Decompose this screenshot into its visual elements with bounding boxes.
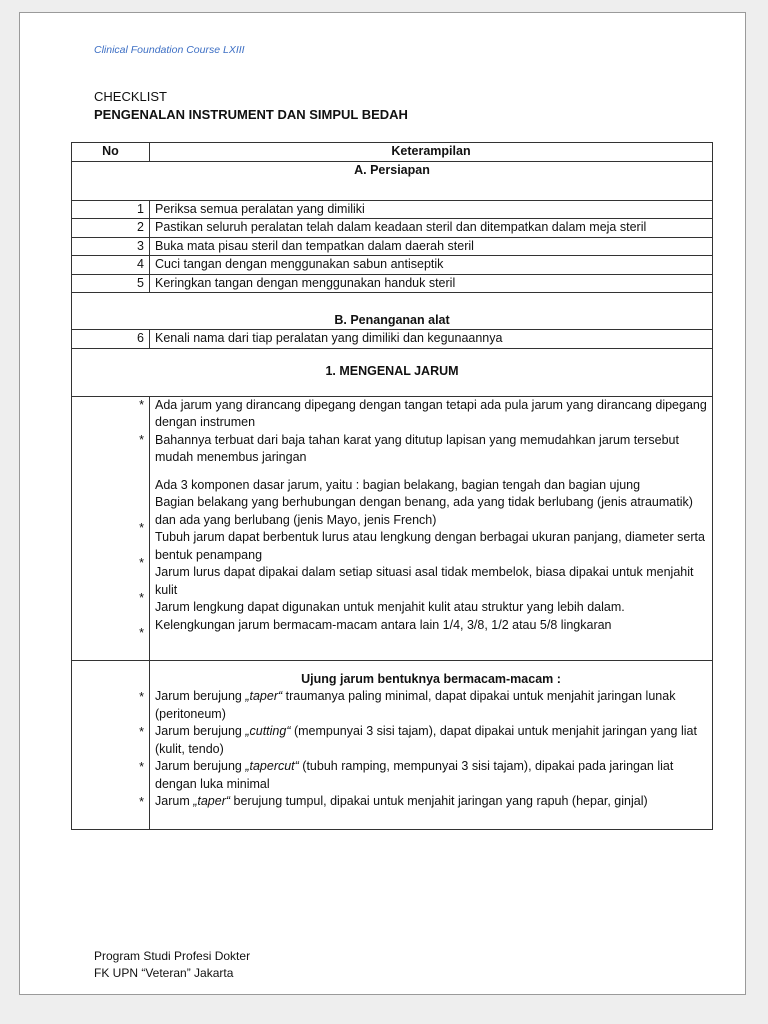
section-a-label: A. Persiapan [354, 162, 430, 177]
tip-term: „taper“ [245, 689, 283, 703]
table-row [72, 396, 713, 660]
needle-description [150, 396, 713, 660]
table-row [72, 200, 713, 219]
table-row [72, 219, 713, 238]
tips-heading: Ujung jarum bentuknya bermacam-macam : [301, 671, 561, 686]
section-a-heading [72, 161, 713, 200]
needle-point: Bagian belakang yang berhubungan dengan benang, ada yang tidak berlubang (jenis atraumatik) dan ada yang berlubang (jenis Mayo, jenis French) [155, 495, 693, 527]
row-text: Keringkan tangan dengan menggunakan handuk steril [150, 274, 713, 293]
tip-point [155, 723, 707, 758]
tip-prefix: Jarum berujung [155, 689, 246, 703]
footer-program: Program Studi Profesi Dokter [94, 949, 251, 963]
row-text: Periksa semua peralatan yang dimiliki [150, 200, 713, 219]
bullet-mark: * [139, 724, 144, 739]
column-header-no: No [72, 143, 150, 162]
footer [94, 948, 250, 982]
tip-point [155, 793, 707, 811]
section-row [72, 293, 713, 330]
bullet-mark: * [139, 689, 144, 704]
document-page [19, 12, 746, 995]
tip-prefix: Jarum berujung [155, 759, 246, 773]
tip-term: „tapercut“ [245, 759, 299, 773]
row-number: 2 [72, 219, 150, 238]
table-row [72, 660, 713, 829]
table-row [72, 330, 713, 349]
tip-rest: (tubuh ramping, mempunyai 3 sisi tajam), dipakai pada jaringan liat dengan luka minimal [155, 759, 674, 791]
row-text: Pastikan seluruh peralatan telah dalam keadaan steril dan ditempatkan dalam meja steril [150, 219, 713, 238]
footer-institution: FK UPN “Veteran” Jakarta [94, 966, 234, 980]
tip-rest: (mempunyai 3 sisi tajam), dapat dipakai untuk menjahit jaringan yang liat (kulit, tendo) [155, 724, 697, 756]
bullet-mark: * [139, 590, 144, 605]
tip-term: „cutting“ [245, 724, 291, 738]
needle-point: Jarum lurus dapat dipakai dalam setiap situasi asal tidak membelok, biasa dipakai untuk menjahit kulit [155, 565, 694, 597]
needle-point: Ada jarum yang dirancang dipegang dengan tangan tetapi ada pula jarum yang dirancang dipegang dengan instrumen [155, 397, 707, 429]
needle-intro: Ada 3 komponen dasar jarum, yaitu : bagian belakang, bagian tengah dan bagian ujung [155, 477, 641, 492]
section-1-heading [72, 348, 713, 396]
row-text: Buka mata pisau steril dan tempatkan dalam daerah steril [150, 237, 713, 256]
section-b-heading [72, 293, 713, 330]
row-text: Cuci tangan dengan menggunakan sabun antiseptik [150, 256, 713, 275]
needle-point: Tubuh jarum dapat berbentuk lurus atau lengkung dengan berbagai ukuran panjang, diameter serta bentuk penampang [155, 530, 705, 562]
checklist-table [71, 142, 713, 830]
tip-term: „taper“ [193, 794, 231, 808]
bullet-mark: * [139, 432, 144, 447]
column-header-skill: Keterampilan [150, 143, 713, 162]
tip-point [155, 758, 707, 793]
document-title: PENGENALAN INSTRUMENT DAN SIMPUL BEDAH [94, 107, 408, 122]
bullet-mark: * [139, 625, 144, 640]
needle-tips [150, 660, 713, 829]
course-header: Clinical Foundation Course LXIII [94, 44, 245, 56]
needle-point: Bahannya terbuat dari baja tahan karat yang ditutup lapisan yang memudahkan jarum tersebut mudah menembus jaringan [155, 432, 679, 464]
bullet-mark: * [139, 794, 144, 809]
table-row [72, 237, 713, 256]
tip-prefix: Jarum berujung [155, 724, 246, 738]
table-header-row [72, 143, 713, 162]
row-text: Kenali nama dari tiap peralatan yang dimiliki dan kegunaannya [150, 330, 713, 349]
row-number: 6 [72, 330, 150, 349]
checklist-label: CHECKLIST [94, 89, 167, 104]
row-number: 3 [72, 237, 150, 256]
bullet-mark: * [139, 759, 144, 774]
section-1-label: 1. MENGENAL JARUM [325, 364, 459, 379]
tip-prefix: Jarum [155, 794, 194, 808]
bullet-mark: * [139, 555, 144, 570]
tip-rest: traumanya paling minimal, dapat dipakai untuk menjahit jaringan lunak (peritoneum) [155, 689, 676, 721]
bullet-mark: * [139, 520, 144, 535]
section-row [72, 348, 713, 396]
bullet-column [72, 396, 150, 660]
needle-point: Jarum lengkung dapat digunakan untuk menjahit kulit atau struktur yang lebih dalam. Kelengkungan jarum bermacam-macam antara lain 1/4, 3/8, 1/2 atau 5/8 lingkaran [155, 600, 625, 632]
section-row [72, 161, 713, 200]
table-row [72, 256, 713, 275]
bullet-mark: * [139, 397, 144, 412]
row-number: 1 [72, 200, 150, 219]
tip-rest: berujung tumpul, dipakai untuk menjahit jaringan yang rapuh (hepar, ginjal) [230, 794, 648, 808]
tip-point [155, 688, 707, 723]
section-b-label: B. Penanganan alat [334, 312, 450, 327]
table-row [72, 274, 713, 293]
row-number: 4 [72, 256, 150, 275]
row-number: 5 [72, 274, 150, 293]
bullet-column [72, 660, 150, 829]
